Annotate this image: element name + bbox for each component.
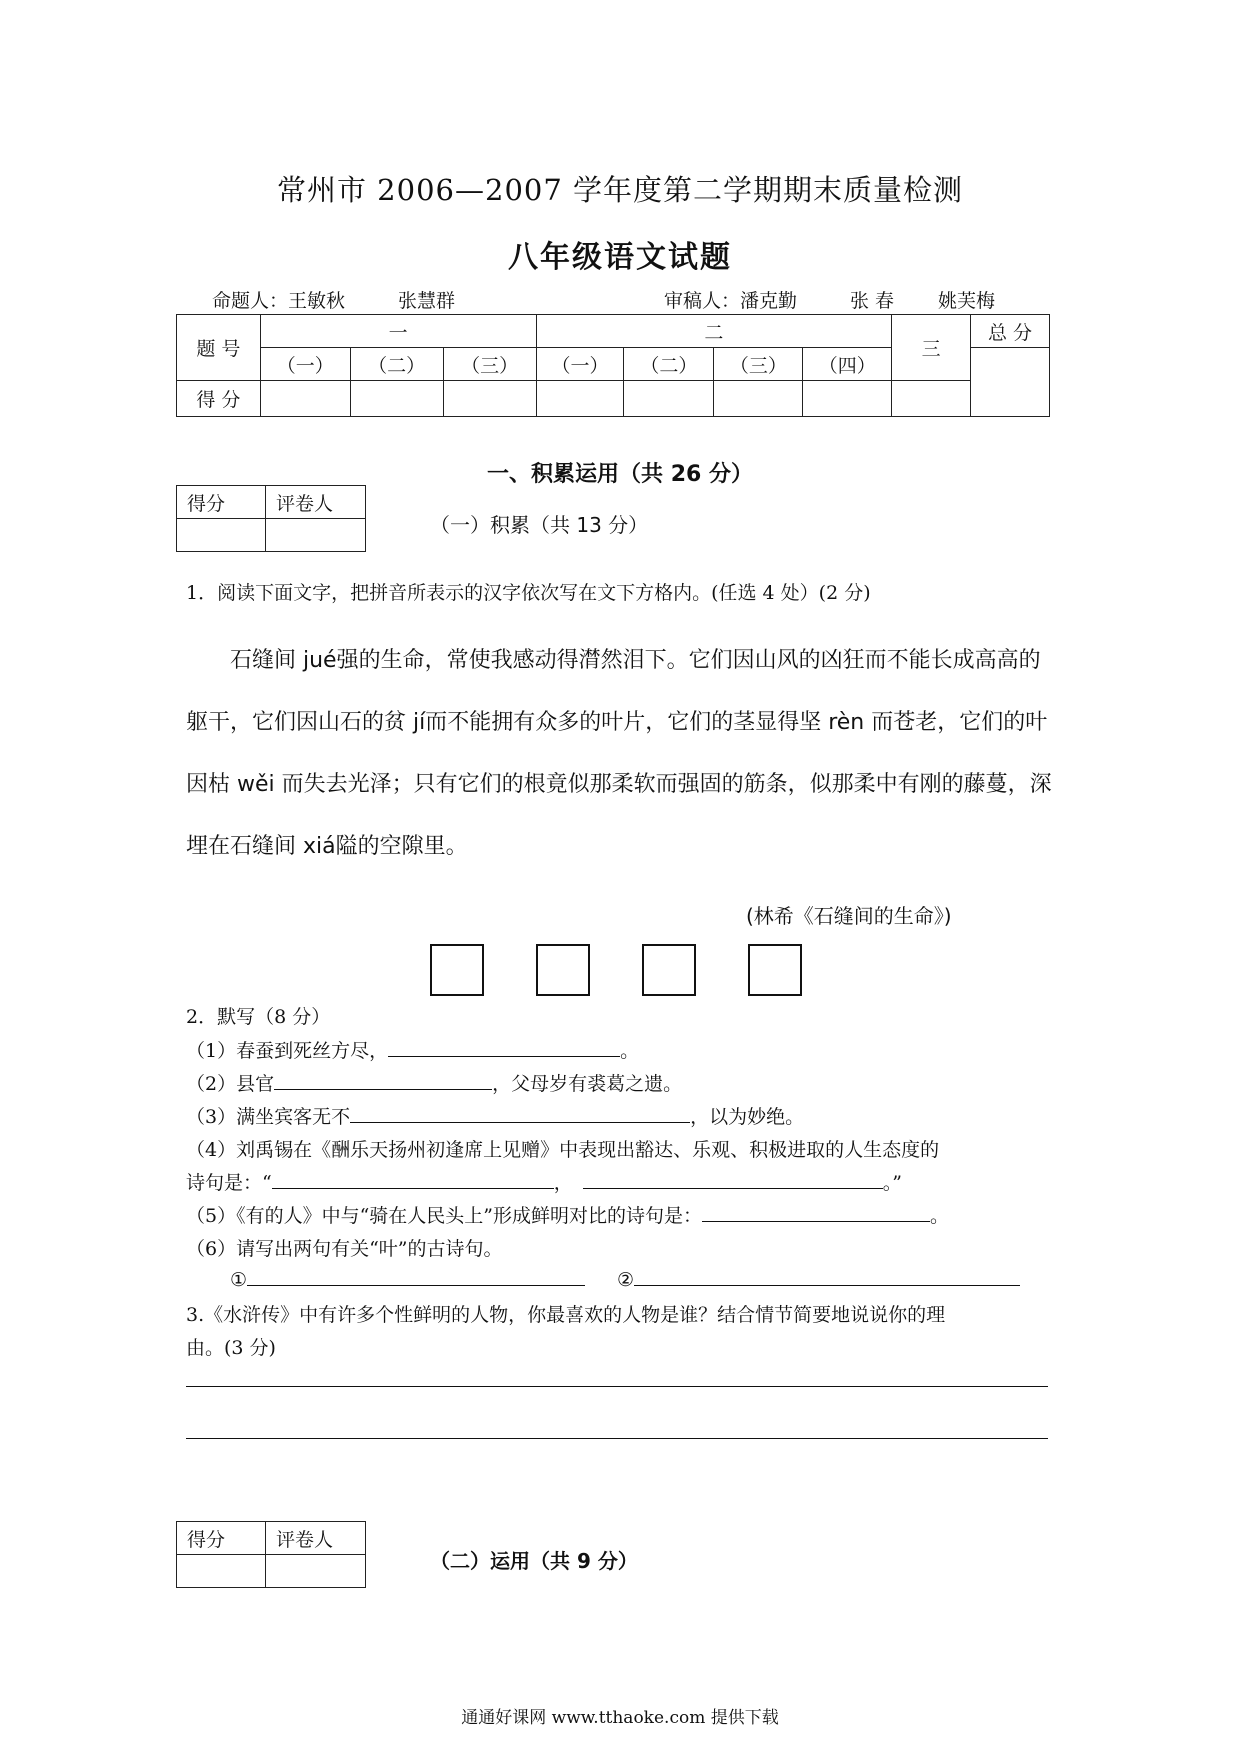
answer-line[interactable] [186,1438,1048,1439]
setters-second: 张慧群 [398,290,456,312]
grader-score-cell[interactable] [177,1555,266,1588]
grader-person-label: 评卷人 [266,1522,366,1555]
q2-item-4-line2: 诗句是：“ ， 。” [186,1172,902,1194]
q2-item-6: （6）请写出两句有关“叶”的古诗句。 [186,1238,503,1260]
sub-header: （二） [624,348,714,381]
answer-box[interactable] [430,944,484,996]
sub-header: （二） [350,348,443,381]
score-cell[interactable] [624,381,714,417]
section-one-heading: 一、积累运用（共 26 分） [487,462,753,487]
answer-box[interactable] [748,944,802,996]
setters-label: 命题人：王敏秋 [212,290,346,312]
score-cell[interactable] [714,381,803,417]
question-1-prompt: 1．阅读下面文字，把拼音所表示的汉字依次写在文下方格内。(任选 4 处）(2 分) [186,582,871,604]
question-1-passage [186,630,1062,878]
grader-score-label: 得分 [177,1522,266,1555]
answer-line[interactable] [186,1386,1048,1387]
sub-header: （一） [260,348,350,381]
passage-text: 石缝间 jué强的生命，常使我感动得潸然泪下。它们因山风的凶狂而不能长成高高的躯干，它们因山石的贫 jí而不能拥有众多的叶片，它们的茎显得坚 rèn 而苍老，它们的叶因枯 wěi 而失去光泽；只有它们的根竟似那柔软而强固的筋条，似那柔中有刚的藤蔓，深埋在石缝间 xiá隘的空隙里。 [186,648,1052,859]
question-3-line1: 3.《水浒传》中有许多个性鲜明的人物，你最喜欢的人物是谁？结合情节简要地说说你的理 [186,1304,946,1326]
sub-header: （三） [443,348,536,381]
fill-blank[interactable] [247,1267,585,1286]
score-cell[interactable] [803,381,892,417]
subsection-application-heading: （二）运用（共 9 分） [430,1549,638,1573]
score-cell[interactable] [536,381,624,417]
q2-item-1: （1）春蚕到死丝方尽， 。 [186,1040,640,1062]
answer-box[interactable] [536,944,590,996]
grader-person-label: 评卷人 [266,486,366,519]
exam-subtitle: 八年级语文试题 [508,240,732,275]
q2-item-4: （4）刘禹锡在《酬乐天扬州初逢席上见赠》中表现出豁达、乐观、积极进取的人生态度的 [186,1139,940,1161]
question-2-prompt: 2．默写（8 分） [186,1006,331,1028]
score-cell[interactable] [443,381,536,417]
score-cell[interactable] [260,381,350,417]
reviewers-second: 张 春 [850,290,895,312]
subsection-accumulation-heading: （一）积累（共 13 分） [430,513,649,537]
sub-header: （四） [803,348,892,381]
score-cell[interactable] [350,381,443,417]
q2-item-5: （5）《有的人》中与“骑在人民头上”形成鲜明对比的诗句是： 。 [186,1205,950,1227]
grader-person-cell[interactable] [266,1555,366,1588]
part-one-header: 一 [260,315,536,348]
total-header: 总 分 [971,315,1050,348]
sub-header: （三） [714,348,803,381]
sub-header: （一） [536,348,624,381]
reviewers-third: 姚芙梅 [938,290,996,312]
passage-source: (林希《石缝间的生命》) [746,904,952,928]
score-table [176,314,1050,417]
fill-blank[interactable] [702,1203,930,1222]
q2-item-3: （3）满坐宾客无不 ，以为妙绝。 [186,1106,805,1128]
page-footer: 通通好课网 www.tthaoke.com 提供下载 [461,1708,779,1728]
answer-box[interactable] [642,944,696,996]
part-two-header: 二 [536,315,892,348]
q2-item-6-answers: ① ② [230,1267,1020,1291]
exam-title: 常州市 2006—2007 学年度第二学期期末质量检测 [276,173,964,207]
score-cell[interactable] [892,381,971,417]
grader-box [176,485,366,552]
fill-blank[interactable] [272,1170,554,1189]
grader-score-label: 得分 [177,486,266,519]
q2-item-2: （2）县官 ，父母岁有裘葛之遗。 [186,1073,683,1095]
grader-box [176,1521,366,1588]
question-3-line2: 由。(3 分) [186,1337,276,1359]
grader-person-cell[interactable] [266,519,366,552]
fill-blank[interactable] [634,1267,1020,1286]
total-score-cell[interactable] [971,348,1050,417]
reviewers-label: 审稿人：潘克勤 [664,290,798,312]
row-label-number: 题 号 [177,315,261,381]
row-label-score: 得 分 [177,381,261,417]
fill-blank[interactable] [388,1038,620,1057]
fill-blank[interactable] [274,1071,492,1090]
grader-score-cell[interactable] [177,519,266,552]
fill-blank[interactable] [583,1170,883,1189]
fill-blank[interactable] [350,1104,690,1123]
part-three-header: 三 [892,315,971,381]
